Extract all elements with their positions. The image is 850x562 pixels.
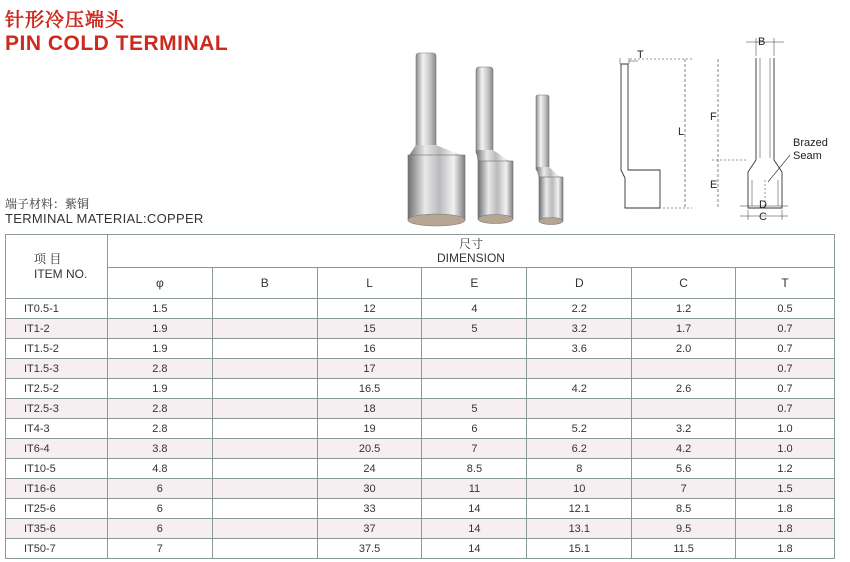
- cell-c: 4.2: [632, 439, 736, 459]
- spec-table: [5, 234, 835, 559]
- label-E: E: [710, 179, 718, 191]
- cell-item: IT2.5-2: [6, 379, 108, 399]
- terminal-large: [408, 53, 465, 226]
- cell-c: [632, 359, 736, 379]
- cell-l: 15: [317, 319, 422, 339]
- cell-e: 4: [422, 299, 527, 319]
- dimension-header-en: DIMENSION: [436, 251, 505, 265]
- table-row: [6, 379, 835, 399]
- dimension-diagram: [600, 30, 845, 230]
- cell-b: [212, 339, 317, 359]
- cell-b: [212, 539, 317, 559]
- cell-c: [632, 399, 736, 419]
- item-header-en: ITEM NO.: [34, 266, 88, 281]
- cell-t: 1.8: [736, 539, 835, 559]
- cell-e: 14: [422, 499, 527, 519]
- cell-b: [212, 459, 317, 479]
- cell-l: 20.5: [317, 439, 422, 459]
- terminal-small: [536, 95, 563, 225]
- cell-item: IT10-5: [6, 459, 108, 479]
- cell-t: 0.7: [736, 399, 835, 419]
- cell-d: [527, 399, 632, 419]
- cell-l: 17: [317, 359, 422, 379]
- cell-d: 2.2: [527, 299, 632, 319]
- item-header: [6, 235, 108, 299]
- column-header: B: [212, 268, 317, 299]
- cell-e: 14: [422, 519, 527, 539]
- cell-phi: 7: [107, 539, 212, 559]
- cell-c: 2.0: [632, 339, 736, 359]
- cell-t: 1.8: [736, 519, 835, 539]
- cell-e: 6: [422, 419, 527, 439]
- cell-item: IT0.5-1: [6, 299, 108, 319]
- cell-d: 12.1: [527, 499, 632, 519]
- cell-t: 0.7: [736, 379, 835, 399]
- cell-l: 33: [317, 499, 422, 519]
- cell-item: IT1.5-3: [6, 359, 108, 379]
- cell-t: 0.7: [736, 339, 835, 359]
- column-header: C: [632, 268, 736, 299]
- cell-d: 6.2: [527, 439, 632, 459]
- cell-item: IT1.5-2: [6, 339, 108, 359]
- cell-l: 18: [317, 399, 422, 419]
- cell-d: [527, 359, 632, 379]
- table-row: [6, 439, 835, 459]
- cell-c: 9.5: [632, 519, 736, 539]
- cell-b: [212, 479, 317, 499]
- cell-t: 1.0: [736, 439, 835, 459]
- cell-c: 8.5: [632, 499, 736, 519]
- cell-l: 37: [317, 519, 422, 539]
- table-row: [6, 499, 835, 519]
- cell-b: [212, 399, 317, 419]
- cell-t: 0.7: [736, 359, 835, 379]
- table-row: [6, 519, 835, 539]
- cell-d: 4.2: [527, 379, 632, 399]
- cell-l: 24: [317, 459, 422, 479]
- cell-b: [212, 499, 317, 519]
- table-row: [6, 459, 835, 479]
- table-row: [6, 399, 835, 419]
- title-chinese: 针形冷压端头: [5, 9, 126, 31]
- cell-e: 11: [422, 479, 527, 499]
- cell-phi: 2.8: [107, 359, 212, 379]
- cell-d: 3.6: [527, 339, 632, 359]
- column-header: T: [736, 268, 835, 299]
- cell-phi: 1.9: [107, 319, 212, 339]
- terminal-photo: [395, 45, 585, 230]
- cell-phi: 4.8: [107, 459, 212, 479]
- label-F: F: [710, 111, 717, 123]
- dimension-header: [107, 235, 834, 268]
- label-seam: Seam: [793, 150, 822, 162]
- cell-d: 3.2: [527, 319, 632, 339]
- table-row: [6, 479, 835, 499]
- cell-item: IT50-7: [6, 539, 108, 559]
- cell-item: IT1-2: [6, 319, 108, 339]
- cell-phi: 1.9: [107, 379, 212, 399]
- cell-t: 1.8: [736, 499, 835, 519]
- cell-l: 12: [317, 299, 422, 319]
- label-D: D: [759, 199, 767, 211]
- cell-c: 1.2: [632, 299, 736, 319]
- cell-item: IT16-6: [6, 479, 108, 499]
- cell-c: 11.5: [632, 539, 736, 559]
- material-chinese: 端子材料：紫铜: [5, 197, 90, 211]
- cell-item: IT6-4: [6, 439, 108, 459]
- column-header: L: [317, 268, 422, 299]
- cell-item: IT2.5-3: [6, 399, 108, 419]
- label-T: T: [637, 49, 644, 61]
- cell-b: [212, 319, 317, 339]
- item-header-cn: 项 目: [34, 251, 62, 266]
- cell-t: 1.5: [736, 479, 835, 499]
- cell-b: [212, 299, 317, 319]
- cell-d: 13.1: [527, 519, 632, 539]
- cell-c: 1.7: [632, 319, 736, 339]
- cell-phi: 3.8: [107, 439, 212, 459]
- label-L: L: [678, 126, 685, 138]
- cell-c: 7: [632, 479, 736, 499]
- cell-phi: 6: [107, 479, 212, 499]
- cell-t: 1.0: [736, 419, 835, 439]
- cell-l: 30: [317, 479, 422, 499]
- cell-l: 16.5: [317, 379, 422, 399]
- column-header: φ: [107, 268, 212, 299]
- cell-d: 15.1: [527, 539, 632, 559]
- table-row: [6, 299, 835, 319]
- table-row: [6, 539, 835, 559]
- cell-phi: 2.8: [107, 399, 212, 419]
- cell-e: 8.5: [422, 459, 527, 479]
- cell-t: 1.2: [736, 459, 835, 479]
- cell-e: 5: [422, 319, 527, 339]
- cell-b: [212, 379, 317, 399]
- cell-b: [212, 439, 317, 459]
- cell-c: 5.6: [632, 459, 736, 479]
- title-english: PIN COLD TERMINAL: [5, 32, 229, 55]
- cell-l: 37.5: [317, 539, 422, 559]
- cell-t: 0.5: [736, 299, 835, 319]
- cell-phi: 1.5: [107, 299, 212, 319]
- cell-e: [422, 379, 527, 399]
- cell-phi: 2.8: [107, 419, 212, 439]
- table-row: [6, 359, 835, 379]
- material-english: TERMINAL MATERIAL:COPPER: [5, 211, 204, 226]
- cell-c: 3.2: [632, 419, 736, 439]
- label-brazed: Brazed: [793, 137, 828, 149]
- cell-phi: 6: [107, 519, 212, 539]
- dimension-header-cn: 尺寸: [458, 237, 483, 251]
- label-C: C: [759, 211, 767, 223]
- cell-l: 16: [317, 339, 422, 359]
- cell-item: IT35-6: [6, 519, 108, 539]
- cell-e: [422, 339, 527, 359]
- cell-e: [422, 359, 527, 379]
- table-row: [6, 319, 835, 339]
- cell-d: 10: [527, 479, 632, 499]
- cell-t: 0.7: [736, 319, 835, 339]
- cell-c: 2.6: [632, 379, 736, 399]
- cell-e: 7: [422, 439, 527, 459]
- cell-d: 8: [527, 459, 632, 479]
- cell-item: IT4-3: [6, 419, 108, 439]
- terminal-medium: [476, 67, 513, 224]
- cell-b: [212, 419, 317, 439]
- cell-e: 14: [422, 539, 527, 559]
- cell-phi: 1.9: [107, 339, 212, 359]
- table-row: [6, 339, 835, 359]
- cell-b: [212, 519, 317, 539]
- cell-d: 5.2: [527, 419, 632, 439]
- cell-e: 5: [422, 399, 527, 419]
- cell-l: 19: [317, 419, 422, 439]
- cell-phi: 6: [107, 499, 212, 519]
- table-row: [6, 419, 835, 439]
- cell-b: [212, 359, 317, 379]
- cell-item: IT25-6: [6, 499, 108, 519]
- label-B: B: [758, 36, 766, 48]
- side-view-outline: [621, 64, 660, 208]
- column-header: E: [422, 268, 527, 299]
- column-header: D: [527, 268, 632, 299]
